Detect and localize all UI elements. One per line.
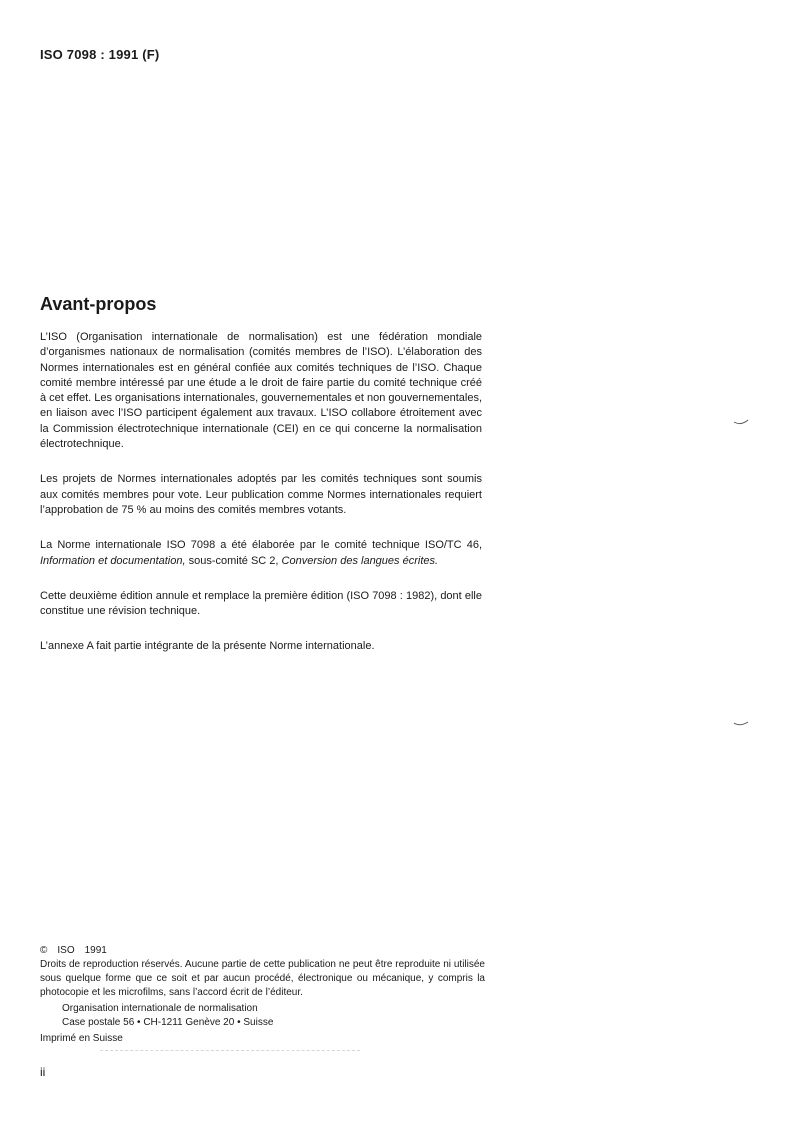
committee-name: Information et documentation, xyxy=(40,554,186,567)
section-title: Avant-propos xyxy=(40,294,157,314)
foreword-body xyxy=(40,330,482,655)
organization-name: Organisation internationale de normalisation xyxy=(62,1003,258,1014)
scan-mark-bottom xyxy=(733,721,749,727)
foreword-paragraph-5: L’annexe A fait partie intégrante de la présente Norme internationale. xyxy=(40,640,375,653)
foreword-paragraph-1: L’ISO (Organisation internationale de normalisation) est une fédération mondiale d’organismes nationaux de normalisation (comités membres de l’ISO). L’élaboration des Normes internationales est en général confiée aux comités techniques de l’ISO. Chaque comité membre intéressé par une étude a le droit de faire partie du comité technique créé à cet effet. Les organisations internationales, gouvernementales et non gouvernementales, en liaison avec l’ISO participent également aux travaux. L’ISO collabore étroitement avec la Commission électrotechnique internationale (CEI) en ce qui concerne la normalisation électrotechnique. xyxy=(40,331,482,451)
subcommittee-name: Conversion des langues écrites. xyxy=(281,554,439,567)
copyright-holder: ISO xyxy=(57,945,75,956)
paragraph-3-text-1: La Norme internationale ISO 7098 a été élaborée par le comité technique ISO/TC 46, xyxy=(40,539,482,552)
copyright-line xyxy=(40,944,485,958)
publisher-address xyxy=(62,1002,485,1030)
foreword-paragraph-4: Cette deuxième édition annule et remplace la première édition (ISO 7098 : 1982), dont elle constitue une révision technique. xyxy=(40,589,482,618)
paragraph-3-text-2: sous-comité SC 2, xyxy=(185,554,282,567)
foreword-paragraph-3 xyxy=(40,538,482,569)
scan-mark-top xyxy=(733,419,749,425)
scan-artifact-line xyxy=(100,1050,360,1052)
postal-address: Case postale 56 • CH-1211 Genève 20 • Suisse xyxy=(62,1017,274,1028)
copyright-symbol: © xyxy=(40,945,48,956)
copyright-year: 1991 xyxy=(84,945,107,956)
document-reference: ISO 7098 : 1991 (F) xyxy=(40,47,160,62)
printed-in: Imprimé en Suisse xyxy=(40,1033,123,1044)
copyright-notice xyxy=(40,944,485,1046)
foreword-paragraph-2: Les projets de Normes internationales adoptés par les comités techniques sont soumis aux comités membres pour vote. Leur publication comme Normes internationales requiert l’approbation de 75 % au moins des comités membres votants. xyxy=(40,473,482,516)
page-number: ii xyxy=(40,1065,46,1079)
rights-statement: Droits de reproduction réservés. Aucune partie de cette publication ne peut être reproduite ni utilisée sous quelque forme que ce soit et par aucun procédé, électronique ou mécanique, y compris la photocopie et les microfilms, sans l’accord écrit de l’éditeur. xyxy=(40,959,485,998)
